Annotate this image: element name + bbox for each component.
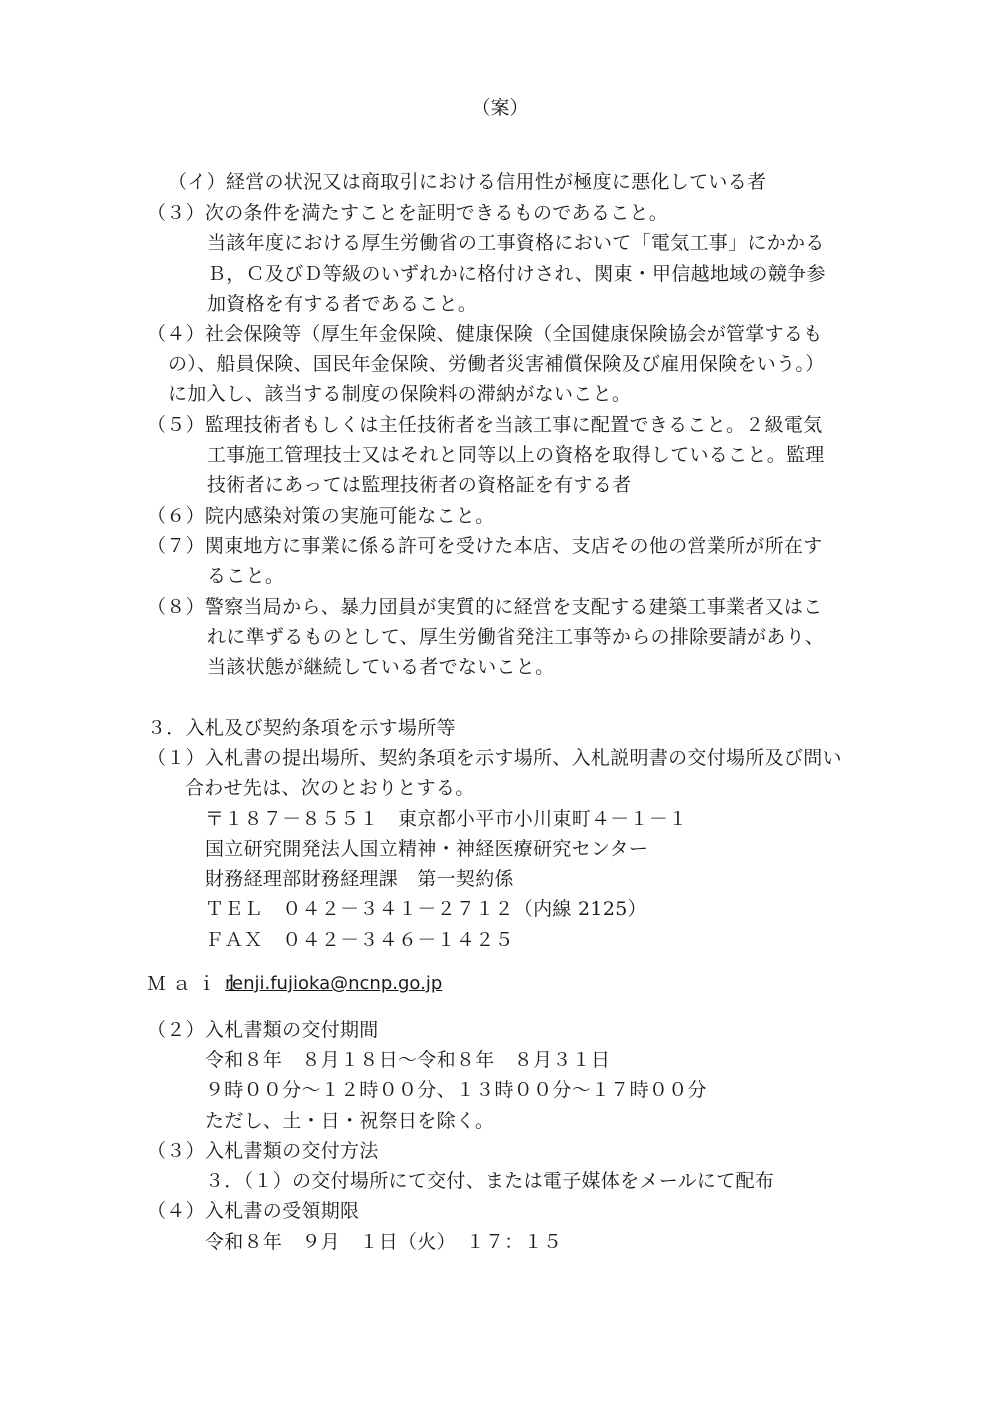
item8-line: 当該状態が継続している者でないこと。 — [207, 656, 555, 678]
s3-item3-heading: （３）入札書類の交付方法 — [147, 1140, 379, 1162]
s3-item2-heading: （２）入札書類の交付期間 — [147, 1019, 379, 1041]
item6-text: （６）院内感染対策の実施可能なこと。 — [147, 505, 495, 527]
issue-hours: ９時００分～１２時００分、１３時００分～１７時００分 — [205, 1079, 707, 1101]
s3-item1-line: 合わせ先は、次のとおりとする。 — [185, 777, 475, 799]
item8-line: （８）警察当局から、暴力団員が実質的に経営を支配する建築工事業者又はこ — [147, 596, 823, 618]
item4-line: （４）社会保険等（厚生年金保険、健康保険（全国健康保険協会が管掌するも — [147, 323, 823, 345]
item7-line: ること。 — [207, 565, 285, 587]
item-i-text: （イ）経営の状況又は商取引における信用性が極度に悪化している者 — [168, 171, 767, 193]
issue-dates: 令和８年 ８月１８日～令和８年 ８月３１日 — [205, 1049, 611, 1071]
organization-name: 国立研究開発法人国立精神・神経医療研究センター — [205, 838, 649, 860]
item8-line: れに準ずるものとして、厚生労働省発注工事等からの排除要請があり、 — [207, 626, 825, 648]
fax-number: ＦＡＸ ０４２－３４６－１４２５ — [205, 929, 514, 951]
item5-line: 技術者にあっては監理技術者の資格証を有する者 — [207, 474, 632, 496]
item3-line: 加資格を有する者であること。 — [207, 293, 478, 315]
item3-line: Ｂ，Ｃ及びＤ等級のいずれかに格付けされ、関東・甲信越地域の競争参 — [207, 263, 826, 285]
s3-item1-line: （１）入札書の提出場所、契約条項を示す場所、入札説明書の交付場所及び問い — [147, 747, 842, 769]
section3-heading: ３．入札及び契約条項を示す場所等 — [147, 717, 456, 739]
draft-mark: （案） — [471, 97, 529, 119]
item3-heading: （３）次の条件を満たすことを証明できるものであること。 — [147, 202, 669, 224]
postal-address: 〒１８７－８５５１ 東京都小平市小川東町４－１－１ — [205, 808, 688, 830]
s3-item4-heading: （４）入札書の受領期限 — [147, 1200, 360, 1222]
item4-line: に加入し、該当する制度の保険料の滞納がないこと。 — [168, 383, 632, 405]
mail-label: Ｍａｉｌ — [147, 973, 248, 995]
issue-method: ３．（１）の交付場所にて交付、または電子媒体をメールにて配布 — [205, 1170, 775, 1192]
email-link[interactable]: renji.fujioka@ncnp.go.jp — [225, 973, 443, 994]
tel-number: ＴＥＬ ０４２－３４１－２７１２（内線 2125） — [205, 898, 647, 920]
item3-line: 当該年度における厚生労働省の工事資格において「電気工事」にかかる — [207, 232, 825, 254]
item5-line: （５）監理技術者もしくは主任技術者を当該工事に配置できること。２級電気 — [147, 414, 823, 436]
receipt-deadline: 令和８年 ９月 １日（火） １７：１５ — [205, 1231, 563, 1253]
item7-line: （７）関東地方に事業に係る許可を受けた本店、支店その他の営業所が所在す — [147, 535, 823, 557]
item5-line: 工事施工管理技士又はそれと同等以上の資格を取得していること。監理 — [207, 444, 825, 466]
department-name: 財務経理部財務経理課 第一契約係 — [205, 868, 514, 890]
issue-note: ただし、土・日・祝祭日を除く。 — [205, 1110, 495, 1132]
item4-line: の）、船員保険、国民年金保険、労働者災害補償保険及び雇用保険をいう。） — [168, 353, 825, 375]
